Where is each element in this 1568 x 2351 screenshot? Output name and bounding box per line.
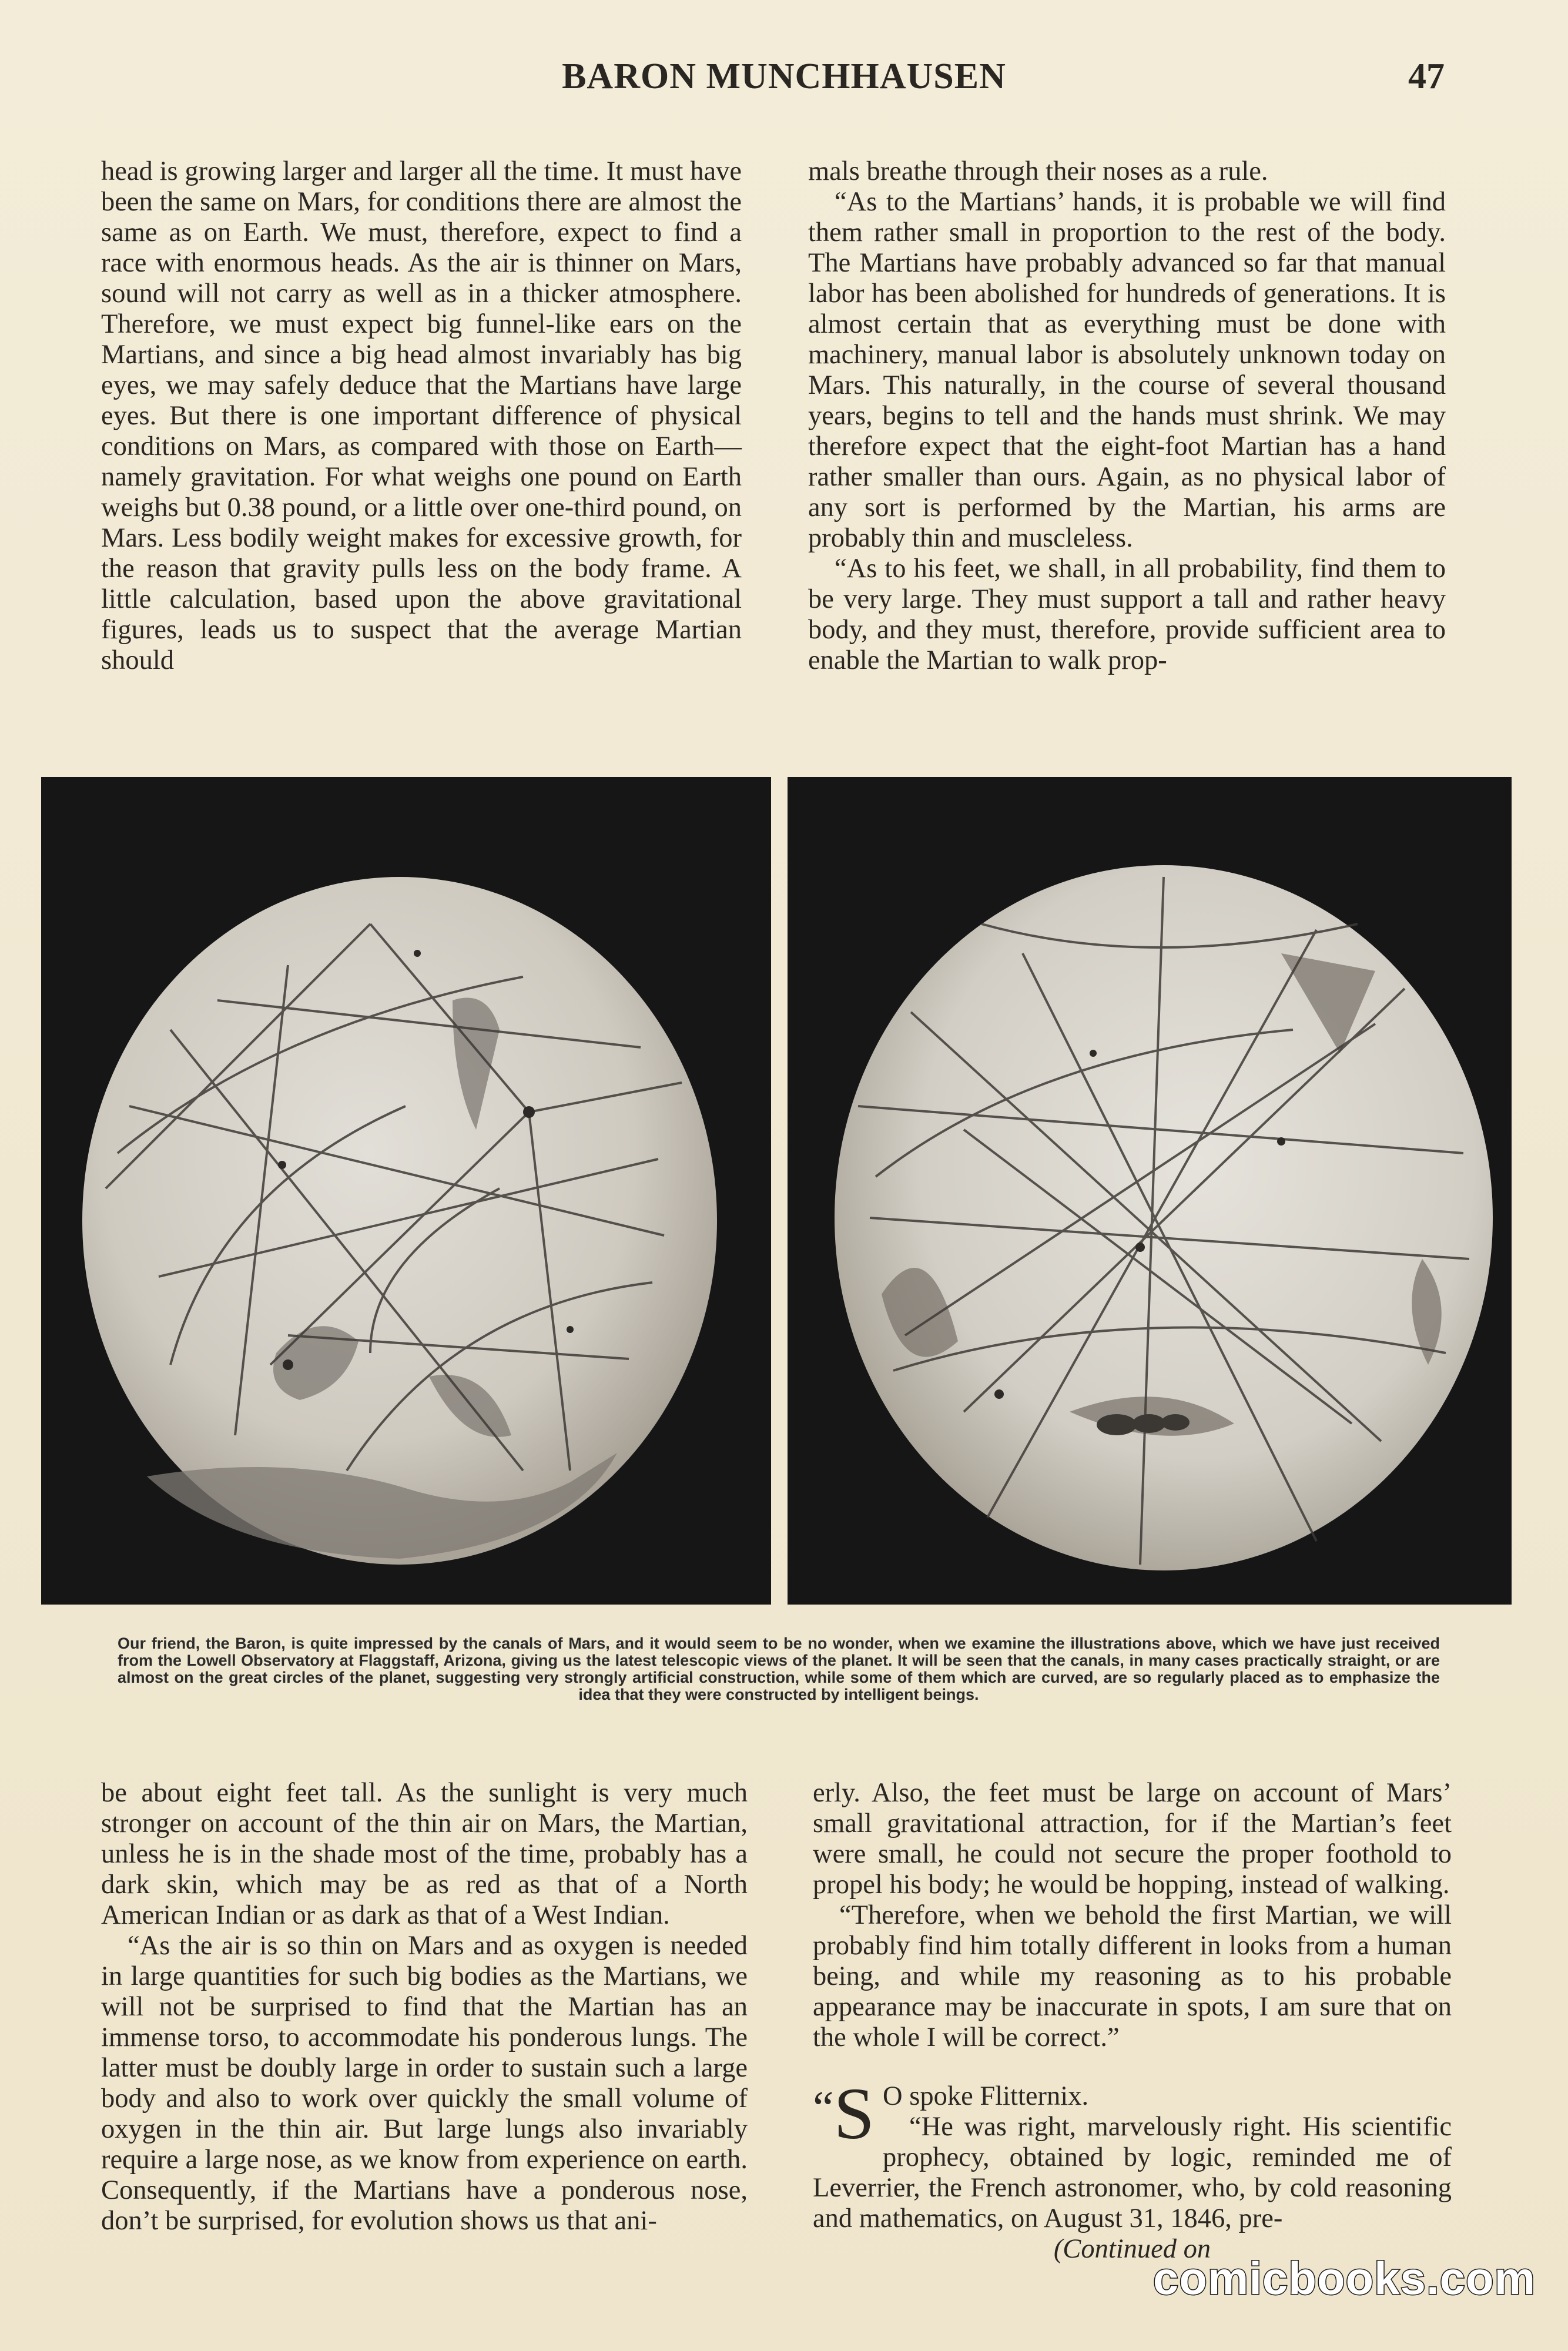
column-bottom-left <box>101 1778 748 2236</box>
mars-globe-illustration <box>41 777 771 1605</box>
paragraph: be about eight feet tall. As the sunlight is very much stronger on account of the thin air on Mars, the Martian, unless he is in the shade most of the time, probably has a dark skin, which may be as red as that of a North American Indian or as dark as that of a West Indian. <box>101 1778 748 1930</box>
mars-globe-photo-left <box>41 777 771 1605</box>
dropcap-paragraph <box>813 2074 1452 2234</box>
paragraph: “As to his feet, we shall, in all probability, find them to be very large. They must support a tall and rather heavy body, and they must, therefore, provide sufficient area to enable the Martian to walk prop- <box>808 554 1446 675</box>
paragraph: “As the air is so thin on Mars and as oxygen is needed in large quantities for such big bodies as the Martians, we will not be surprised to find that the Martian has an immense torso, to accommodate his ponderous lungs. The latter must be doubly large in order to sustain such a large body and also to work over quickly the small volume of oxygen in the thin air. But large lungs also invariably require a large nose, as we know from experience on earth. Consequently, if the Martians have a ponderous nose, don’t be surprised, for evolution shows us that ani- <box>101 1931 748 2236</box>
column-top-right <box>808 156 1446 676</box>
paragraph: “He was right, marvelously right. His scientific prophecy, obtained by logic, reminded me of Leverrier, the French astronomer, who, by cold reasoning and mathematics, on August 31, 1846, pre- <box>813 2112 1452 2233</box>
column-bottom-right <box>813 1778 1452 2265</box>
page-number: 47 <box>1408 56 1445 96</box>
watermark: comicbooks.com <box>1152 2252 1536 2304</box>
paragraph: head is growing larger and larger all the time. It must have been the same on Mars, for conditions there are almost the same as on Earth. We must, therefore, expect to find a race with enormous heads. As the air is thinner on Mars, sound will not carry as well as in a thicker atmosphere. Therefore, we must expect big funnel-like ears on the Martians, and since a big head almost invariably has big eyes, we may safely deduce that the Martians have large eyes. But there is one important difference of physical conditions on Mars, as compared with those on Earth—namely gravitation. For what weighs one pound on Earth weighs but 0.38 pound, or a little over one-third pound, on Mars. Less bodily weight makes for excessive growth, for the reason that gravity pulls less on the body frame. A little calculation, based upon the above gravitational figures, leads us to suspect that the average Martian should <box>101 156 742 675</box>
paragraph: “As to the Martians’ hands, it is probable we will find them rather small in proportion to the rest of the body. The Martians have probably advanced so far that manual labor has been abolished for hundreds of generations. It is almost certain that as everything must be done with machinery, manual labor is absolutely unknown today on Mars. This naturally, in the course of several thousand years, begins to tell and the hands must shrink. We may therefore expect that the eight-foot Martian has a hand rather smaller than ours. Again, as no physical labor of any sort is performed by the Martian, his arms are probably thin and muscleless. <box>808 187 1446 553</box>
running-title: BARON MUNCHHAUSEN <box>562 56 1006 96</box>
paragraph: erly. Also, the feet must be large on account of Mars’ small gravitational attraction, for if the Martian’s feet were small, he could not secure the proper foothold to propel his body; he would be hopping, instead of walking. <box>813 1778 1452 1900</box>
mars-globe-illustration <box>788 777 1512 1605</box>
dropcap-quote: “ <box>813 2082 834 2134</box>
section-spacer <box>813 2053 1452 2081</box>
paragraph: mals breathe through their noses as a rule. <box>808 156 1268 186</box>
dropcap <box>813 2074 875 2155</box>
running-head <box>0 56 1568 103</box>
paragraph: “Therefore, when we behold the first Martian, we will probably find him totally different in looks from a human being, and while my reasoning as to his probable appearance may be inaccurate in spots, I am sure that on the whole I will be correct.” <box>813 1900 1452 2052</box>
dropcap-letter: S <box>833 2074 875 2155</box>
continued-line: (Continued on <box>1053 2234 1211 2264</box>
column-top-left <box>101 156 742 676</box>
figure-caption: Our friend, the Baron, is quite impressed by the canals of Mars, and it would seem to be no wonder, when we examine the illustrations above, which we have just received from the Lowell Observatory at Flaggstaff, Arizona, giving us the latest telescopic views of the planet. It will be seen that the canals, in many cases practically straight, or are almost on the great circles of the planet, suggesting very strongly artificial construction, while some of them which are curved, are so regularly placed as to emphasize the idea that they were constructed by intelligent beings. <box>118 1635 1440 1703</box>
paragraph: O spoke Flitternix. <box>883 2081 1089 2111</box>
mars-globe-photo-right <box>788 777 1512 1605</box>
